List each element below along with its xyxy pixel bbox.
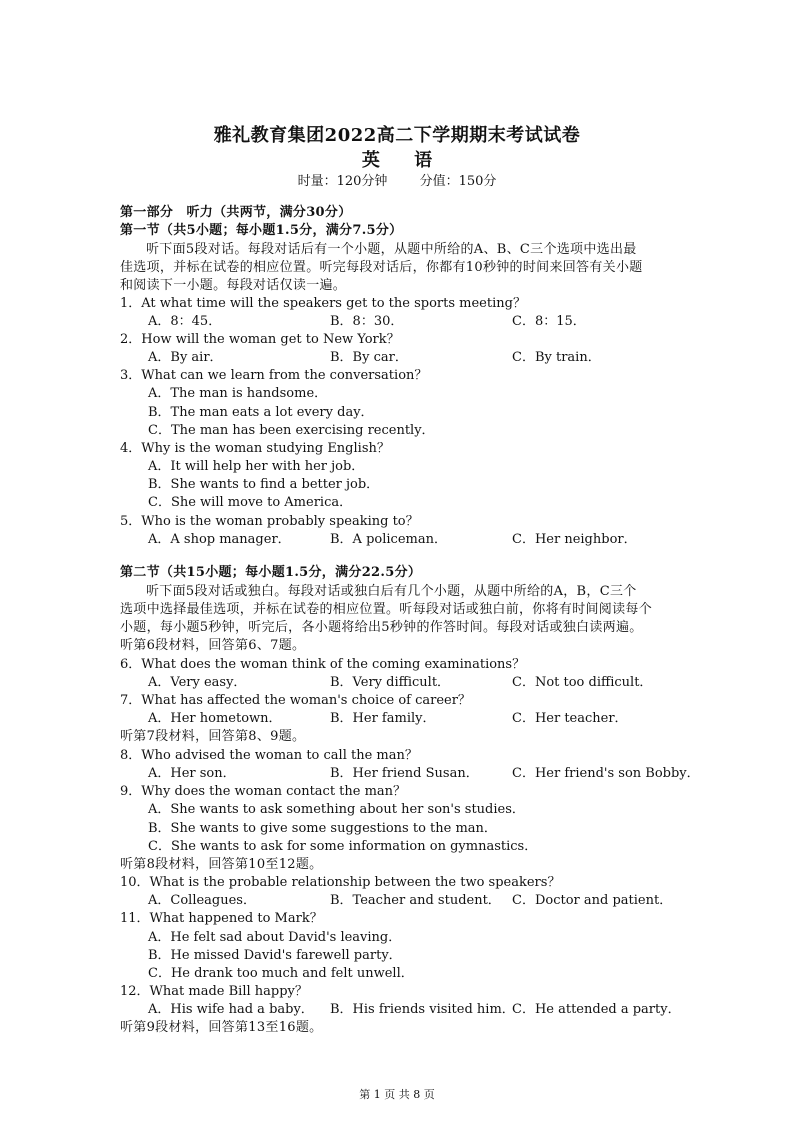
option-c: C．She wants to ask for some information on gymnastics． (148, 839, 538, 854)
part1-heading: 第一部分 听力（共两节，满分30分） (120, 205, 352, 220)
option-b: B．The man eats a lot every day． (148, 405, 374, 420)
option-a: A．He felt sad about David's leaving． (148, 930, 402, 945)
option-b: B．A policeman． (330, 532, 447, 547)
option-c: C．He drank too much and felt unwell． (148, 966, 414, 981)
option-a: A．His wife had a baby． (148, 1002, 314, 1017)
option-b: B．She wants to find a better job． (148, 477, 380, 492)
question-3: 3．What can we learn from the conversation？ (120, 368, 428, 383)
option-b: B．8：30． (330, 314, 404, 329)
question-9: 9．Why does the woman contact the man？ (120, 784, 407, 799)
option-c: C．By train． (512, 350, 601, 365)
sec2-instruction: 听下面5段对话或独白。每段对话或独白后有几个小题，从题中所给的A，B，C三个 (146, 584, 637, 599)
option-c: C．He attended a party． (512, 1002, 681, 1017)
question-7: 7．What has affected the woman's choice of career？ (120, 693, 471, 708)
option-a: A．By air． (148, 350, 223, 365)
exam-time: 时量：120分钟 (297, 174, 388, 189)
page-number: 第 1 页 共 8 页 (359, 1088, 435, 1101)
exam-score: 分值：150分 (419, 174, 497, 189)
material-8-note: 听第8段材料，回答第10至12题。 (120, 857, 323, 872)
option-b: B．She wants to give some suggestions to the man． (148, 821, 497, 836)
material-7-note: 听第7段材料，回答第8、9题。 (120, 729, 306, 744)
material-6-note: 听第6段材料，回答第6、7题。 (120, 638, 306, 653)
question-6: 6．What does the woman think of the coming examinations？ (120, 657, 526, 672)
sec1-instruction: 听下面5段对话。每段对话后有一个小题，从题中所给的A、B、C三个选项中选出最 (146, 242, 637, 257)
sec1-instruction: 和阅读下一小题。每段对话仅读一遍。 (120, 278, 347, 293)
material-9-note: 听第9段材料，回答第13至16题。 (120, 1020, 323, 1035)
question-2: 2．How will the woman get to New York？ (120, 332, 400, 347)
question-1: 1．At what time will the speakers get to the sports meeting？ (120, 296, 526, 311)
option-a: A．Very easy． (148, 675, 247, 690)
option-c: C．The man has been exercising recently． (148, 423, 435, 438)
sec2-instruction: 选项中选择最佳选项，并标在试卷的相应位置。听每段对话或独白前，你将有时间阅读每个 (120, 602, 653, 617)
option-b: B．Her family． (330, 711, 436, 726)
subject-title: 英 语 (361, 150, 447, 171)
option-b: B．Her friend Susan． (330, 766, 479, 781)
option-c: C．Doctor and patient． (512, 893, 673, 908)
option-b: B．His friends visited him． (330, 1002, 515, 1017)
option-a: A．Her hometown． (148, 711, 282, 726)
sec1-instruction: 佳选项，并标在试卷的相应位置。听完每段对话后，你都有10秒钟的时间来回答有关小题 (120, 260, 643, 275)
option-c: C．Her teacher． (512, 711, 628, 726)
option-a: A．A shop manager． (148, 532, 291, 547)
option-c: C．Not too difficult． (512, 675, 653, 690)
option-c: C．She will move to America． (148, 495, 353, 510)
option-a: A．Colleagues． (148, 893, 256, 908)
option-b: B．Very difficult． (330, 675, 451, 690)
option-a: A．The man is handsome． (148, 386, 328, 401)
option-a: A．8：45． (148, 314, 222, 329)
option-b: B．Teacher and student． (330, 893, 501, 908)
question-12: 12．What made Bill happy？ (120, 984, 308, 999)
option-b: B．By car． (330, 350, 408, 365)
question-4: 4．Why is the woman studying English？ (120, 441, 390, 456)
option-c: C．Her neighbor． (512, 532, 637, 547)
option-b: B．He missed David's farewell party． (148, 948, 402, 963)
question-11: 11．What happened to Mark？ (120, 911, 323, 926)
sec2-heading: 第二节（共15小题；每小题1.5分，满分22.5分） (120, 565, 422, 580)
option-a: A．She wants to ask something about her son's studies． (148, 802, 525, 817)
sec2-instruction: 小题，每小题5秒钟，听完后，各小题将给出5秒钟的作答时间。每段对话或独白读两遍。 (120, 620, 643, 635)
option-c: C．Her friend's son Bobby． (512, 766, 700, 781)
sec1-heading: 第一节（共5小题；每小题1.5分，满分7.5分） (120, 223, 403, 238)
option-c: C．8：15． (512, 314, 586, 329)
exam-meta (0, 170, 794, 189)
exam-title: 雅礼教育集团2022高二下学期期末考试试卷 (213, 125, 581, 146)
question-5: 5．Who is the woman probably speaking to？ (120, 514, 419, 529)
option-a: A．Her son． (148, 766, 236, 781)
question-8: 8．Who advised the woman to call the man？ (120, 748, 418, 763)
option-a: A．It will help her with her job． (148, 459, 365, 474)
question-10: 10．What is the probable relationship between the two speakers？ (120, 875, 561, 890)
